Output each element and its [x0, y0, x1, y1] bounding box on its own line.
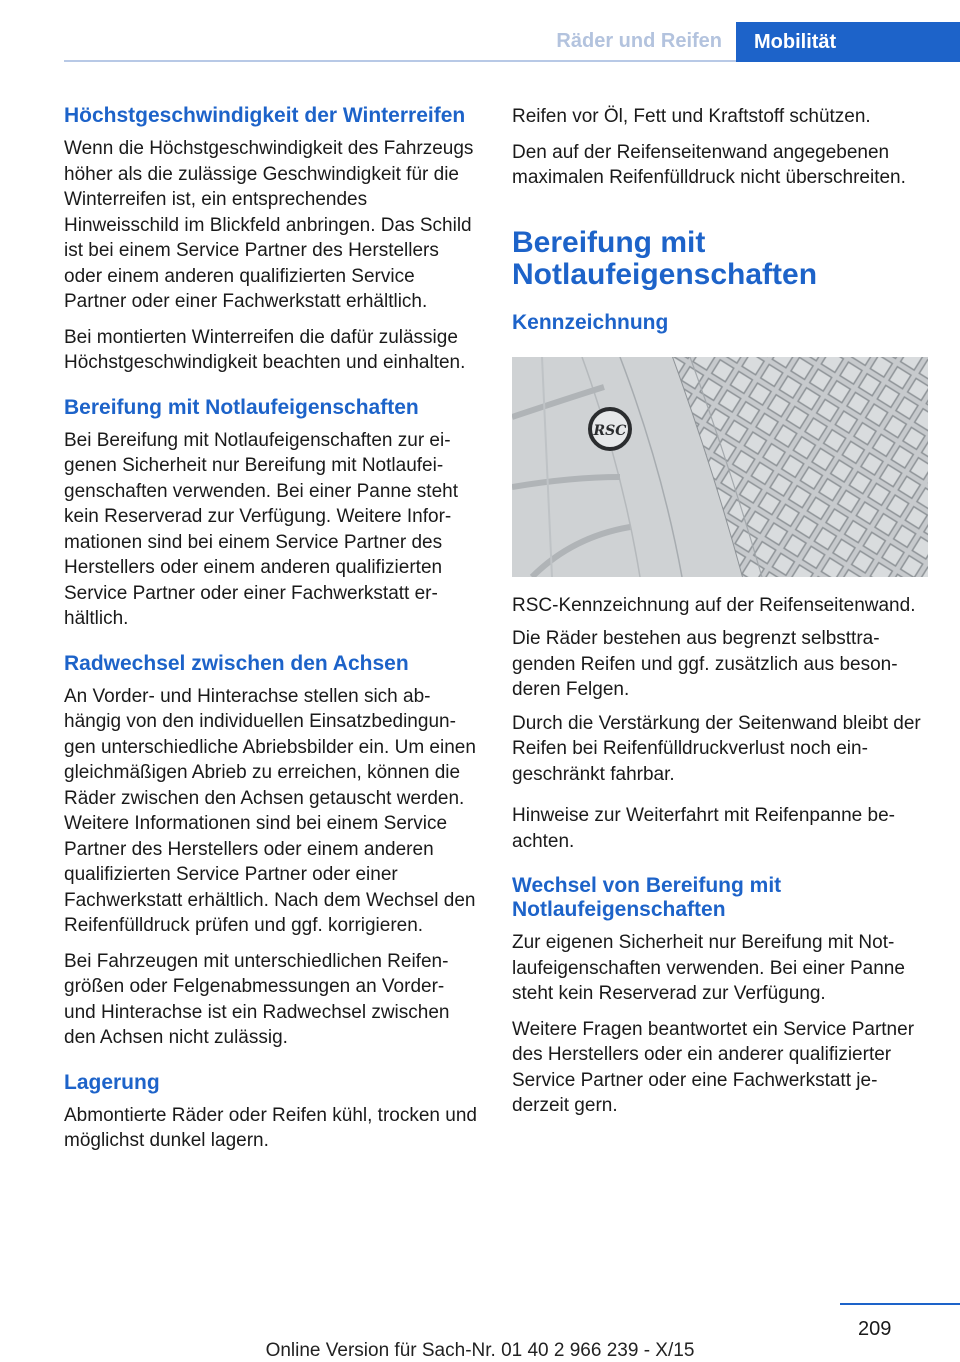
footer-rule — [840, 1303, 960, 1305]
paragraph-sidewall-reinforcement: Durch die Verstärkung der Seitenwand bleibt der Reifen bei Reifenfülldruckverlust noch eingeschränkt fahrbar. — [512, 712, 921, 785]
figure-caption: RSC-Kennzeichnung auf der Reifenseitenwand. — [512, 594, 916, 616]
heading-storage: Lagerung — [64, 1070, 160, 1094]
heading-wheel-swap: Radwechsel zwischen den Achsen — [64, 651, 409, 675]
paragraph-change-2: Weitere Fragen beantwortet ein Service Partner des Herstellers oder ein anderer qualifizierter Service Partner oder eine Fachwerkstatt jederzeit gern. — [512, 1018, 915, 1116]
page-number: 209 — [858, 1318, 892, 1340]
right-column — [512, 104, 928, 1119]
paragraph-wheel-swap-1: An Vorder- und Hinterachse stellen sich abhängig von den individuellen Einsatzbedingungen unterschiedliche Abriebsbilder ein. Um einen gleichmäßigen Abrieb zu erreichen, können die Räder zwischen den Achsen getauscht werden. Weitere Informationen sind bei einem Service Partner des Herstellers oder einem anderen qualifizierten Service Partner oder einer Fachwerkstatt erhältlich. Nach dem Wechsel den Reifenfülldruck prüfen und ggf. korrigieren. — [64, 685, 476, 936]
heading-runflat: Bereifung mit Notlaufeigenschaften — [64, 395, 419, 419]
paragraph-change-1: Zur eigenen Sicherheit nur Bereifung mit Notlaufeigenschaften verwenden. Bei einer Panne steht kein Reserverad zur Verfügung. — [512, 932, 905, 1004]
paragraph-puncture-hint: Hinweise zur Weiterfahrt mit Reifenpanne beachten. — [512, 805, 895, 852]
heading-winter-speed: Höchstgeschwindigkeit der Winterreifen — [64, 104, 466, 127]
heading-runflat-main: Bereifung mit Notlaufeigenschaften — [512, 225, 818, 291]
left-column — [64, 104, 480, 1154]
heading-marking: Kennzeichnung — [512, 310, 669, 334]
header-chapter-tab[interactable] — [736, 22, 960, 62]
paragraph-wheels-composition: Die Räder bestehen aus begrenzt selbsttragenden Reifen und ggf. zusätzlich aus besonderen Felgen. — [512, 628, 898, 700]
heading-change-runflat: Wechsel von Bereifung mit Notlaufeigenschaften — [512, 874, 782, 921]
paragraph-protect-tires: Reifen vor Öl, Fett und Kraftstoff schützen. — [512, 106, 871, 127]
paragraph-winter-1: Wenn die Höchstgeschwindigkeit des Fahrzeugs höher als die zulässige Geschwindigkeit für die Winterreifen ist, ein entsprechendes Hinweisschild im Blickfeld anbringen. Das Schild ist bei einem Service Partner des Herstellers oder einem anderen qualifizierten Service Partner oder einer Fachwerkstatt erhältlich. — [64, 138, 474, 312]
paragraph-runflat: Bei Bereifung mit Notlaufeigenschaften zur eigenen Sicherheit nur Bereifung mit Notlaufeigenschaften verwenden. Bei einer Panne steht kein Reserverad zur Verfügung. Weitere Informationen sind bei einem Service Partner des Herstellers oder einem anderen qualifizierten Service Partner oder einer Fachwerkstatt erhältlich. — [64, 429, 458, 629]
rsc-tire-illustration — [512, 357, 928, 577]
paragraph-storage: Abmontierte Räder oder Reifen kühl, trocken und möglichst dunkel lagern. — [64, 1104, 477, 1151]
rsc-logo: RSC — [593, 422, 627, 439]
header-chapter-label: Mobilität — [754, 30, 837, 53]
paragraph-max-pressure: Den auf der Reifenseitenwand angegebenen maximalen Reifenfülldruck nicht überschreiten. — [512, 141, 906, 188]
online-version-footer: Online Version für Sach-Nr. 01 40 2 966 239 - X/15 — [265, 1340, 695, 1361]
paragraph-winter-2: Bei montierten Winterreifen die dafür zulässige Höchstgeschwindigkeit beachten und einhalten. — [64, 326, 466, 373]
header-section-title: Räder und Reifen — [556, 30, 722, 52]
paragraph-wheel-swap-2: Bei Fahrzeugen mit unterschiedlichen Reifengrößen oder Felgenabmessungen an Vorder- und Hinterachse ist ein Radwechsel zwischen den Achsen nicht zulässig. — [64, 950, 450, 1048]
